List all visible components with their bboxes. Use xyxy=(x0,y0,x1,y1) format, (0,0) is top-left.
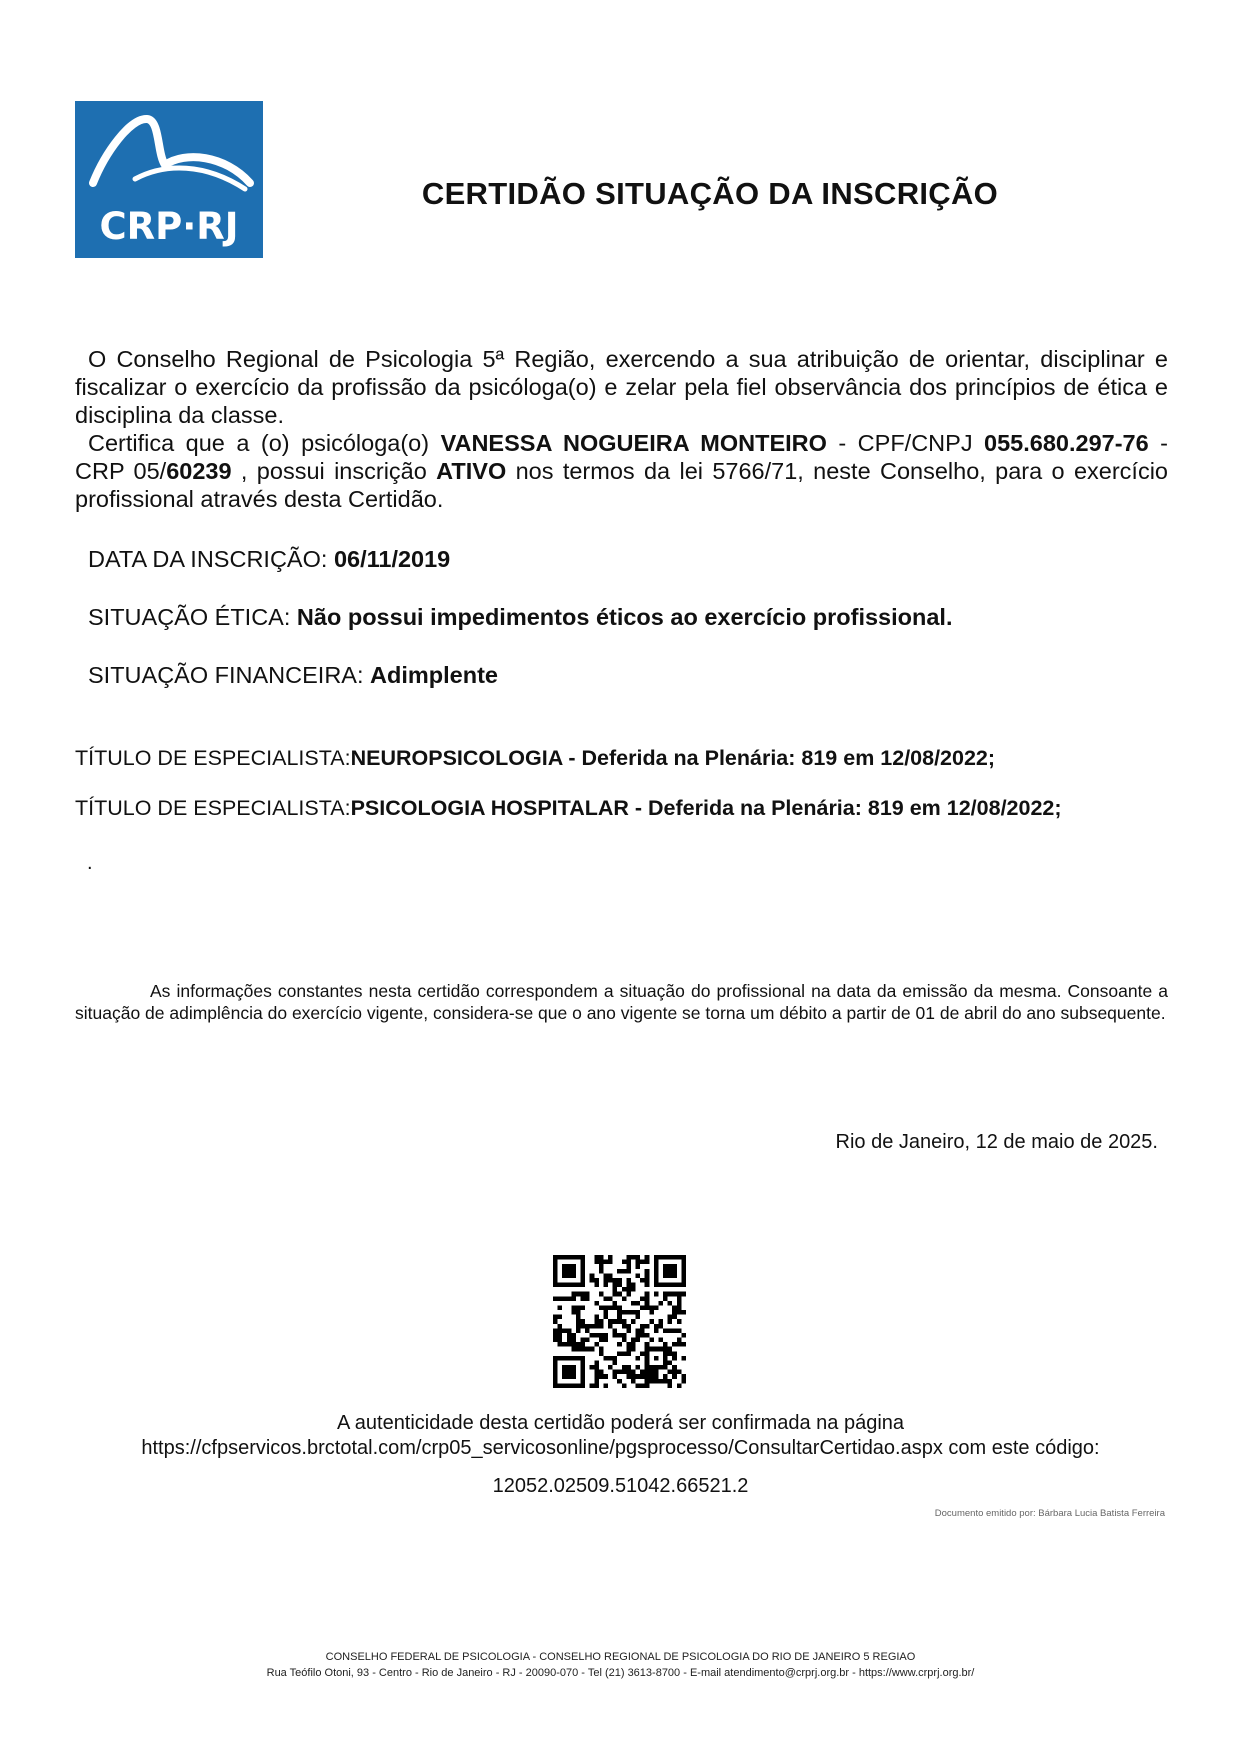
specialty-value: NEUROPSICOLOGIA - Deferida na Plenária: 819 em 12/08/2022; xyxy=(350,746,996,770)
place-date: Rio de Janeiro, 12 de maio de 2025. xyxy=(835,1131,1158,1153)
intro-section xyxy=(75,345,1168,513)
cpf-label: - CPF/CNPJ xyxy=(826,430,985,456)
financial-status-value: Adimplente xyxy=(370,662,499,688)
footer-address: Rua Teófilo Otoni, 93 - Centro - Rio de Janeiro - RJ - 20090-070 - Tel (21) 3613-8700 - E-mail atendimento@crprj.org.br - https://www.crprj.org.br/ xyxy=(266,1667,975,1679)
qr-code xyxy=(553,1255,686,1388)
specialty-line xyxy=(75,795,1062,821)
intro-paragraph xyxy=(75,345,1168,429)
emitted-by: Documento emitido por: Bárbara Lucia Batista Ferreira xyxy=(934,1508,1165,1519)
financial-status-label: SITUAÇÃO FINANCEIRA: xyxy=(88,662,371,688)
authenticity-url: https://cfpservicos.brctotal.com/crp05_servicosonline/pgsprocesso/ConsultarCertidao.aspx com este código: xyxy=(141,1437,1100,1459)
crp-rj-logo xyxy=(75,101,263,258)
ethics-status-value: Não possui impedimentos éticos ao exercício profissional. xyxy=(296,604,953,630)
ethics-status-line xyxy=(88,603,953,631)
specialty-label: TÍTULO DE ESPECIALISTA: xyxy=(75,746,351,770)
certifica-prefix: Certifica que a (o) psicóloga(o) xyxy=(88,430,441,456)
registration-date-line xyxy=(88,545,450,573)
registration-date-value: 06/11/2019 xyxy=(333,546,451,572)
specialty-value: PSICOLOGIA HOSPITALAR - Deferida na Plenária: 819 em 12/08/2022; xyxy=(350,796,1062,820)
closing-text: nos termos da lei 5766/71, neste Conselho, para o exercício profissional através desta Certidão. xyxy=(75,458,1168,512)
certification-paragraph xyxy=(75,429,1168,513)
footer-line1: CONSELHO FEDERAL DE PSICOLOGIA - CONSELHO REGIONAL DE PSICOLOGIA DO RIO DE JANEIRO 5 REGIAO xyxy=(325,1651,916,1663)
professional-name: VANESSA NOGUEIRA MONTEIRO xyxy=(440,430,827,456)
page-title: CERTIDÃO SITUAÇÃO DA INSCRIÇÃO xyxy=(421,176,999,211)
specialty-label: TÍTULO DE ESPECIALISTA: xyxy=(75,796,351,820)
authenticity-code: 12052.02509.51042.66521.2 xyxy=(492,1475,749,1497)
registration-status: ATIVO xyxy=(436,458,507,484)
logo-text: CRP·RJ xyxy=(99,205,239,248)
crp-label: - CRP 05/ xyxy=(75,430,1168,484)
sugarloaf-mountain-icon xyxy=(85,113,255,203)
notice-text: As informações constantes nesta certidão correspondem a situação do profissional na data da emissão da mesma. Consoante a situação de adimplência do exercício vigente, considera-se que o ano vigente se torna um débito a partir de 01 de abril do ano subsequente. xyxy=(75,981,1168,1023)
specialty-line xyxy=(75,745,995,771)
registration-date-label: DATA DA INSCRIÇÃO: xyxy=(88,546,334,572)
separator-dot: . xyxy=(87,852,93,874)
inscricao-label: , possui inscrição xyxy=(231,458,437,484)
intro-text: O Conselho Regional de Psicologia 5ª Região, exercendo a sua atribuição de orientar, disciplinar e fiscalizar o exercício da profissão da psicóloga(o) e zelar pela fiel observância dos princípios de ética e disciplina da classe. xyxy=(75,346,1168,428)
ethics-status-label: SITUAÇÃO ÉTICA: xyxy=(88,604,297,630)
cpf-value: 055.680.297-76 xyxy=(984,430,1149,456)
financial-status-line xyxy=(88,661,498,689)
crp-value: 60239 xyxy=(166,458,232,484)
authenticity-line1: A autenticidade desta certidão poderá ser confirmada na página xyxy=(336,1412,905,1434)
notice-paragraph xyxy=(75,980,1168,1024)
